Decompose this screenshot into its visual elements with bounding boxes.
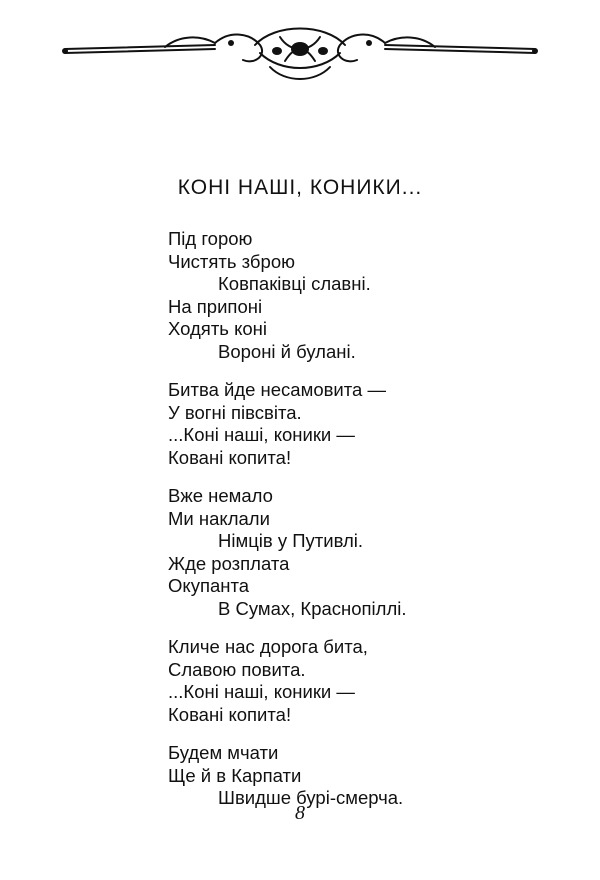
poem-line: У вогні півсвіта. [168,401,302,423]
poem-line: Кличе нас дорога бита, [168,636,368,657]
page-number: 8 [295,802,305,824]
poem-line: ...Коні наші, коники — [168,681,355,702]
poem-line: Будем мчати [168,742,279,763]
poem-line: Ковпаківці славні. [218,273,371,294]
poem-line: Ми наклали [168,507,270,529]
poem-title: КОНІ НАШІ, КОНИКИ... [177,176,423,199]
poem-line: Ходять коні [168,318,267,339]
poem-line: Під горою [168,228,253,249]
poem-line: Ковані копита! [168,703,292,725]
stanza-2 [168,379,548,469]
stanza-4 [168,636,548,726]
poem-line: Вже немало [168,485,273,506]
poem-line: Чистять зброю [168,250,295,272]
stanza-1 [168,228,548,363]
poem-line: Німців у Путивлі. [218,530,364,551]
poem-line: Вороні й булані. [218,340,356,362]
poem-line: Жде розплата [168,552,290,574]
poem-line: ...Коні наші, коники — [168,424,355,445]
poem-line: Ще й в Карпати [168,764,302,786]
poem-line: Битва йде несамовита — [168,379,386,400]
poem-line: В Сумах, Краснопіллі. [218,597,407,619]
poem-line: На припоні [168,295,263,317]
decorative-ornament-icon [55,25,545,85]
stanza-3 [168,485,548,620]
poem-text [168,228,548,826]
poem-line: Окупанта [168,575,250,596]
poem-line: Ковані копита! [168,446,292,468]
poem-line: Славою повита. [168,658,306,680]
stanza-5 [168,742,548,810]
poem-line: Швидше бурі-смерча. [218,787,404,808]
